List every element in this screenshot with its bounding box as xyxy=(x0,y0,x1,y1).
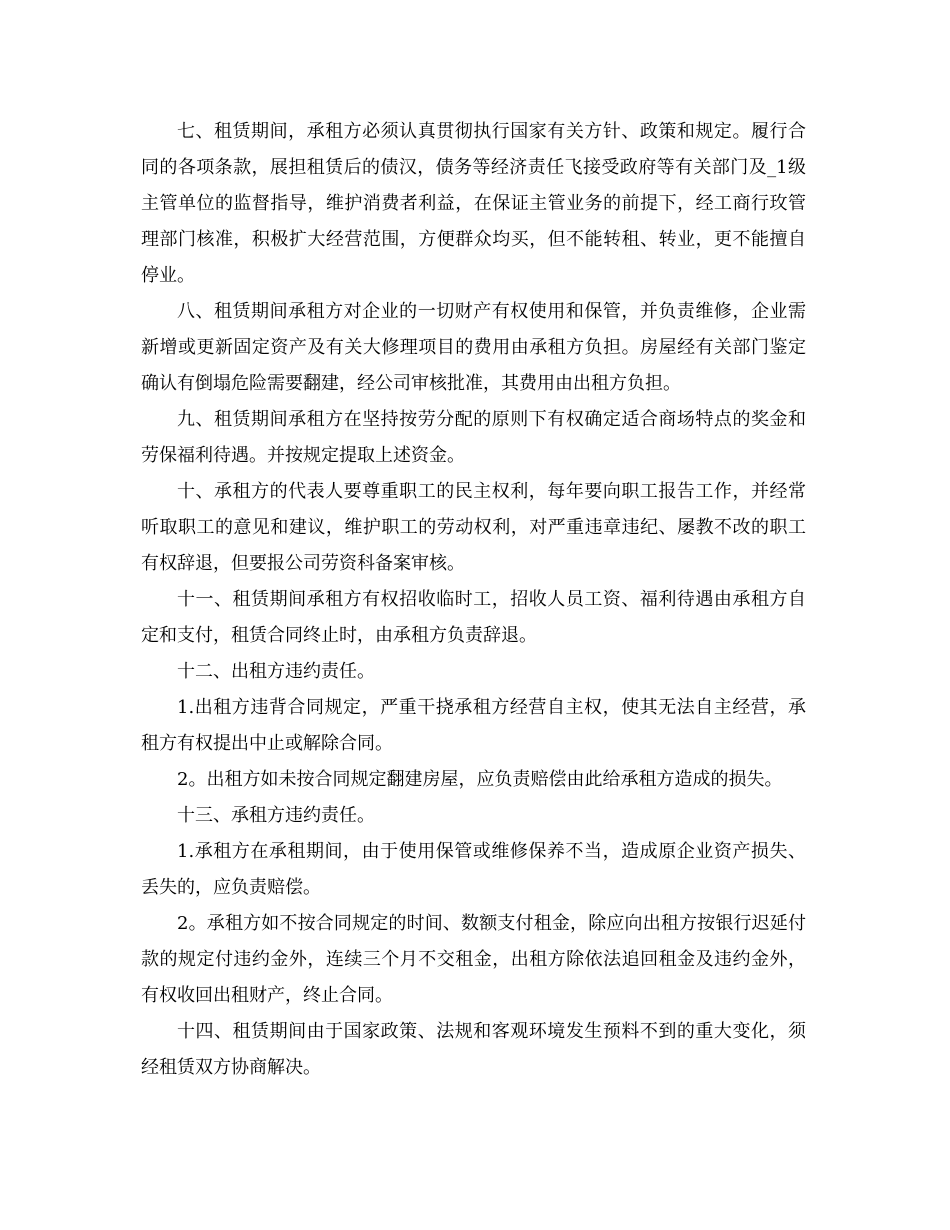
document-body xyxy=(141,114,806,1086)
paragraph-clause-12-item-2: 2。出租方如未按合同规定翻建房屋，应负责赔偿由此给承租方造成的损失。 xyxy=(177,769,783,790)
paragraph-clause-11: 十一、租赁期间承租方有权招收临时工，招收人员工资、福利待遇由承租方自定和支付，租赁合同终止时，由承租方负责辞退。 xyxy=(141,589,806,646)
paragraph-clause-7: 七、租赁期间，承租方必须认真贯彻执行国家有关方针、政策和规定。履行合同的各项条款，展担租赁后的债汉，债务等经济责任飞接受政府等有关部门及_1级主管单位的监督指导，维护消费者利益，在保证主管业务的前提下，经工商行玫管理部门核准，积极扩大经营范围，方便群众均买，但不能转租、转业，更不能擅自停业。 xyxy=(141,121,806,286)
paragraph-clause-14: 十四、租赁期间由于国家政策、法规和客观环境发生预料不到的重大变化，须经租赁双方协商解决。 xyxy=(141,1021,806,1078)
paragraph-clause-10: 十、承租方的代表人要尊重职工的民主权利，每年要向职工报告工作，并经常听取职工的意见和建议，维护职工的劳动权利，对严重违章违纪、屡教不改的职工有权辞退，但要报公司劳资科备案审核。 xyxy=(141,481,806,574)
paragraph-clause-9: 九、租赁期间承租方在坚持按劳分配的原则下有权确定适合商场特点的奖金和劳保福利待遇。并按规定提取上述资金。 xyxy=(141,409,806,466)
paragraph-clause-13-item-1: 1.承租方在承租期间，由于使用保管或维修保养不当，造成原企业资产损失、丢失的，应负责赔偿。 xyxy=(141,841,806,898)
paragraph-clause-8: 八、租赁期间承租方对企业的一切财产有权使用和保管，并负责维修，企业需新增或更新固定资产及有关大修理项目的费用由承租方负担。房屋经有关部门鉴定确认有倒塌危险需要翻建，经公司审核批准，其费用由出租方负担。 xyxy=(141,301,806,394)
paragraph-clause-13-item-2: 2。承租方如不按合同规定的时间、数额支付租金，除应向出租方按银行迟延付款的规定付违约金外，连续三个月不交租金，出租方除依法追回租金及违约金外，有权收回出租财产，终止合同。 xyxy=(141,913,806,1006)
paragraph-clause-13-heading: 十三、承租方违约责任。 xyxy=(177,805,375,826)
paragraph-clause-12-heading: 十二、出租方违约责任。 xyxy=(177,661,375,682)
paragraph-clause-12-item-1: 1.出租方违背合同规定，严重干挠承租方经营自主权，使其无法自主经营，承租方有权提出中止或解除合同。 xyxy=(141,697,806,754)
